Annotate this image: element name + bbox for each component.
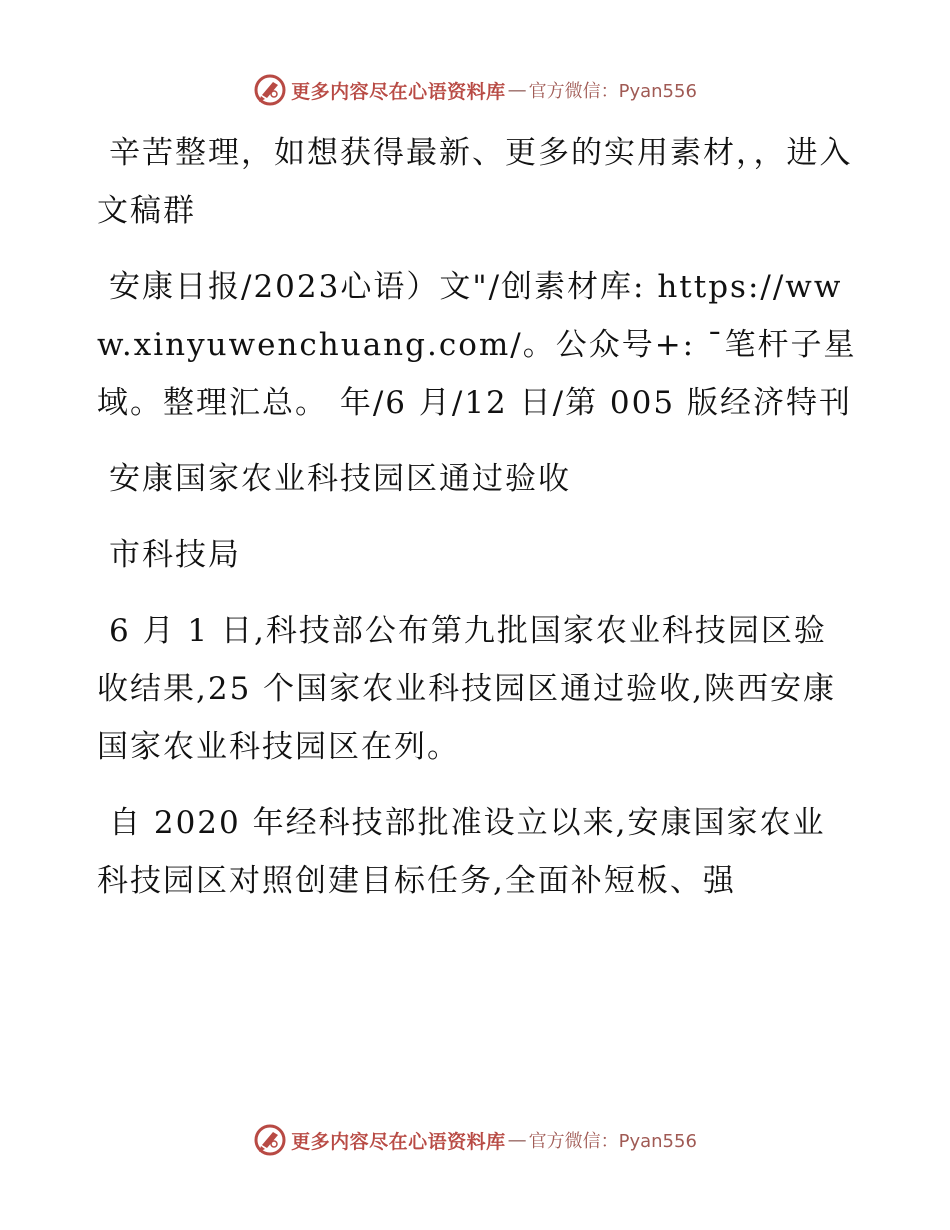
header-watermark — [0, 70, 950, 110]
watermark-text: 更多内容尽在心语资料库 — [291, 1130, 506, 1153]
paragraph-intro — [97, 124, 857, 240]
footer-watermark — [0, 1120, 950, 1160]
paragraph-text: 自 2020 年经科技部批准设立以来,安康国家农业科技园区对照创建目标任务,全面补短板、强 — [97, 805, 826, 899]
paragraph-body-2 — [97, 794, 857, 910]
logo-icon — [253, 73, 287, 107]
paragraph-text: 6 月 1 日,科技部公布第九批国家农业科技园区验收结果,25 个国家农业科技园区通过验收,陕西安康国家农业科技园区在列。 — [97, 613, 837, 765]
paragraph-text: 安康日报/2023心语）文"/创素材库: https://www.xinyuwenchuang.com/。公众号+: ¯笔杆子星域。整理汇总。 年/6 月/12 日/第 005 版经济特刊 — [97, 269, 857, 421]
logo-icon — [253, 1123, 287, 1157]
paragraph-body-1 — [97, 602, 857, 776]
paragraph-source — [97, 258, 857, 432]
watermark-contact: 官方微信：Pyan556 — [528, 81, 697, 102]
watermark-text: 更多内容尽在心语资料库 — [291, 80, 506, 103]
paragraph-text: 辛苦整理，如想获得最新、更多的实用素材，，进入文稿群 — [97, 135, 853, 229]
article-title — [97, 450, 857, 508]
document-body — [97, 124, 857, 928]
article-author — [97, 526, 857, 584]
watermark-contact: 官方微信：Pyan556 — [528, 1131, 697, 1152]
paragraph-text: 安康国家农业科技园区通过验收 — [109, 461, 571, 497]
paragraph-text: 市科技局 — [109, 537, 241, 573]
watermark-separator: — — [507, 79, 527, 101]
watermark-separator: — — [507, 1129, 527, 1151]
